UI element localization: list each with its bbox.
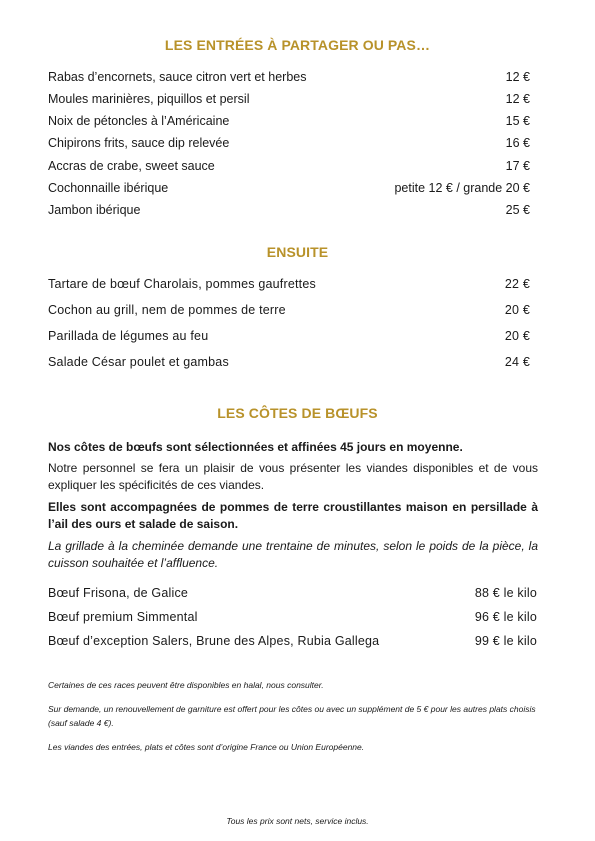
menu-item — [48, 328, 530, 344]
menu-item — [48, 585, 537, 601]
item-price: 20 € — [504, 329, 530, 343]
item-name: Tartare de bœuf Charolais, pommes gaufrettes — [48, 277, 316, 291]
item-name: Chipirons frits, sauce dip relevée — [48, 136, 230, 150]
item-name: Cochonnaille ibérique — [48, 181, 169, 195]
menu-item — [48, 113, 530, 129]
menu-item — [48, 202, 530, 218]
cotes-accompaniment: Elles sont accompagnées de pommes de terre croustillantes maison en persillade à l’ail des ours et salade de saison. — [48, 500, 538, 531]
item-price: petite 12 € / grande 20 € — [394, 181, 530, 195]
item-name: Parillada de légumes au feu — [48, 329, 209, 343]
item-price: 96 € le kilo — [474, 610, 537, 624]
item-name: Rabas d’encornets, sauce citron vert et herbes — [48, 70, 307, 84]
item-price: 16 € — [505, 136, 530, 150]
section-title-entrees: LES ENTRÉES À PARTAGER OU PAS… — [164, 37, 431, 53]
item-name: Bœuf Frisona, de Galice — [48, 586, 189, 600]
item-price: 88 € le kilo — [474, 586, 537, 600]
item-name: Bœuf d’exception Salers, Brune des Alpes, Rubia Gallega — [48, 634, 380, 648]
section-title-cotes: LES CÔTES DE BŒUFS — [217, 405, 378, 421]
menu-item — [48, 180, 530, 196]
item-price: 12 € — [505, 70, 530, 84]
item-price: 24 € — [504, 355, 530, 369]
menu-item — [48, 158, 530, 174]
menu-item — [48, 609, 537, 625]
item-price: 25 € — [505, 203, 530, 217]
menu-item — [48, 69, 530, 85]
item-name: Cochon au grill, nem de pommes de terre — [48, 303, 286, 317]
item-price: 22 € — [504, 277, 530, 291]
item-price: 15 € — [505, 114, 530, 128]
item-price: 20 € — [504, 303, 530, 317]
note-origin: Les viandes des entrées, plats et côtes sont d’origine France ou Union Européenne. — [48, 742, 365, 752]
menu-item — [48, 91, 530, 107]
item-name: Jambon ibérique — [48, 203, 141, 217]
item-price: 99 € le kilo — [474, 634, 537, 648]
menu-item — [48, 633, 537, 649]
menu-item — [48, 135, 530, 151]
item-name: Noix de pétoncles à l’Américaine — [48, 114, 230, 128]
item-name: Moules marinières, piquillos et persil — [48, 92, 250, 106]
menu-item — [48, 302, 530, 318]
cotes-intro: Nos côtes de bœufs sont sélectionnées et affinées 45 jours en moyenne. — [48, 440, 463, 454]
menu-item — [48, 276, 530, 292]
note-halal: Certaines de ces races peuvent être disponibles en halal, nous consulter. — [48, 680, 324, 690]
cotes-staff-note: Notre personnel se fera un plaisir de vous présenter les viandes disponibles et de vous expliquer les spécificités de ces viandes. — [48, 461, 538, 492]
footer-note: Tous les prix sont nets, service inclus. — [226, 816, 369, 826]
note-garniture: Sur demande, un renouvellement de garniture est offert pour les côtes ou avec un supplément de 5 € pour les autres plats choisis (sauf salade 4 €). — [48, 704, 536, 728]
item-name: Salade César poulet et gambas — [48, 355, 229, 369]
item-price: 17 € — [505, 159, 530, 173]
section-title-ensuite: ENSUITE — [266, 244, 329, 260]
item-name: Accras de crabe, sweet sauce — [48, 159, 215, 173]
item-name: Bœuf premium Simmental — [48, 610, 198, 624]
menu-item — [48, 354, 530, 370]
item-price: 12 € — [505, 92, 530, 106]
cotes-cooking-time: La grillade à la cheminée demande une trentaine de minutes, selon le poids de la pièce, la cuisson souhaitée et l’affluence. — [48, 539, 538, 570]
